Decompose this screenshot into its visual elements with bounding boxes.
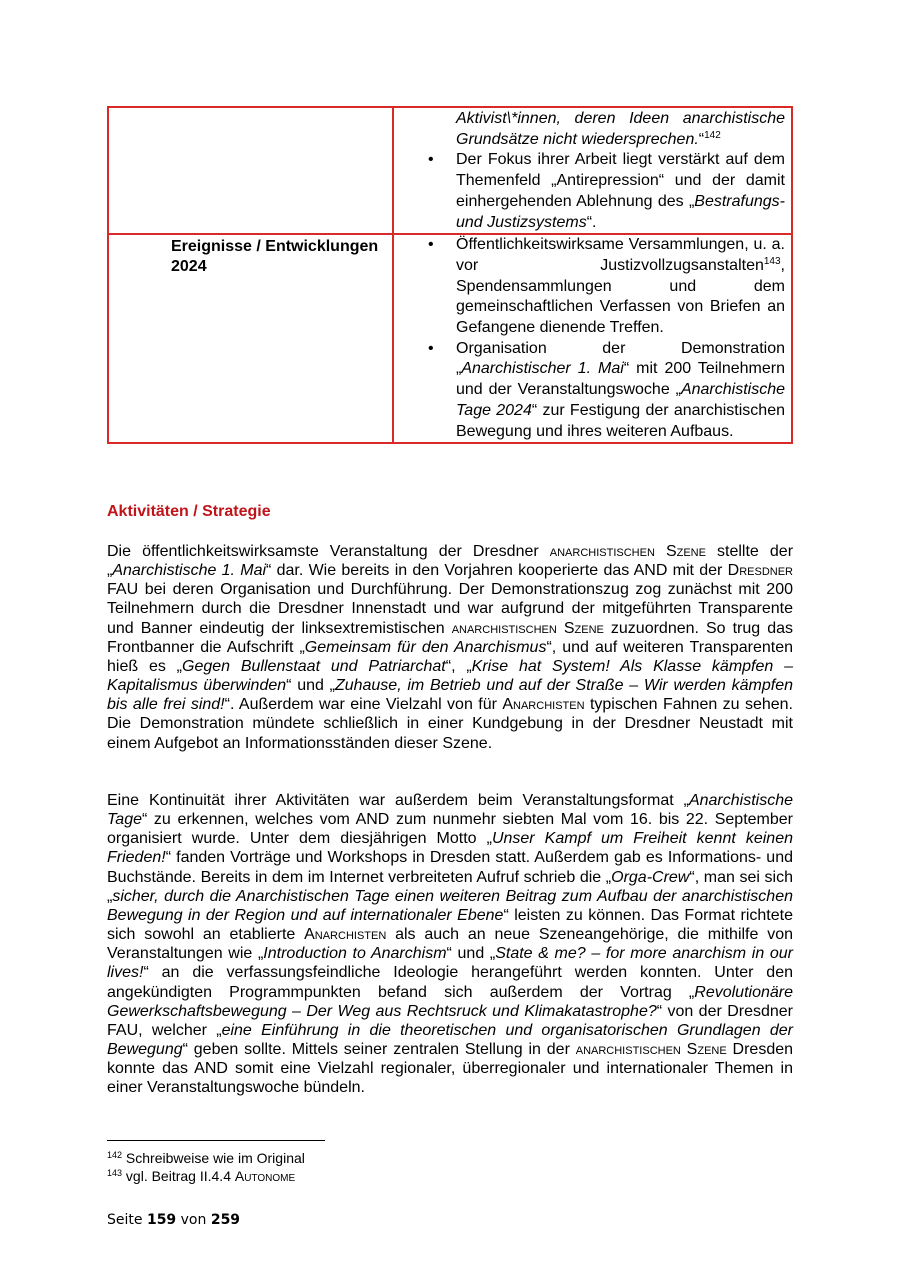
table-label-cell <box>108 234 393 443</box>
footnote-ref: 143 <box>763 255 781 267</box>
table-content-cell <box>393 107 792 234</box>
footnotes <box>107 1149 305 1185</box>
bullet-list <box>394 108 791 233</box>
total-pages: 259 <box>210 1212 241 1228</box>
footnote: $^{143}$ vgl. Beitrag II.4.4 Autonome <box>107 1168 296 1184</box>
page-footer: Seite 159 von 259 <box>107 1212 241 1228</box>
footnote-divider <box>107 1140 325 1141</box>
list-item: • Der Fokus ihrer Arbeit liegt verstärkt auf dem Themenfeld „Antirepression“ und der damit einhergehenden Ablehnung des „Bestrafungs- und Justizsystems“. <box>456 150 785 233</box>
page-content <box>107 106 794 1097</box>
profile-table <box>107 106 793 444</box>
table-content-cell <box>393 234 792 443</box>
table-label-cell <box>108 107 393 234</box>
list-item: • Organisation der Demonstration „Anarchistischer 1. Mai“ mit 200 Teilnehmern und der Veranstaltungswoche „Anarchistische Tage 2024“ zur Festigung der anarchistischen Bewegung und ihres weiteren Aufbaus. <box>456 339 785 443</box>
table-row <box>108 234 792 443</box>
body-paragraph: Die öffentlichkeitswirksamste Veranstaltung der Dresdner anarchistischen Szene stellte der „Anarchistische 1. Mai“ dar. Wie bereits in den Vorjahren kooperierte das AND mit der Dresdner FAU bei deren Organisation und Durchführung. Der Demonstrationszug zog zunächst mit 200 Teilnehmern durch die Dresdner Innenstadt und war aufgrund der mitgeführten Transparente und Banner eindeutig der linksextremistischen anarchistischen Szene zuzuordnen. So trug das Frontbanner die Aufschrift „Gemeinsam für den Anarchismus“, und auf weiteren Transparenten hieß es „Gegen Bullenstaat und Patriarchat“, „Krise hat System! Als Klasse kämpfen – Kapitalismus überwinden“ und „Zuhause, im Betrieb und auf der Straße – Wir werden kämpfen bis alle frei sind!“. Außerdem war eine Vielzahl von für Anarchisten typischen Fahnen zu sehen. Die Demonstration mündete schließlich in einer Kundgebung in der Dresdner Neustadt mit einem Aufgebot an Informationsständen dieser Szene. <box>107 543 794 752</box>
current-page-number: 159 <box>146 1212 177 1228</box>
table-row <box>108 107 792 234</box>
section-heading: Aktivitäten / Strategie <box>107 503 271 520</box>
list-item: • Öffentlichkeitswirksame Versammlungen, u. a. vor Justizvollzugsanstalten$^{143}$, Spendensammlungen und dem gemeinschaftlichen Verfassen von Briefen an Gefangene dienende Treffen. <box>456 235 785 339</box>
bullet-list <box>394 235 791 442</box>
footnote-ref: 142 <box>704 129 721 141</box>
list-item-continuation: Aktivist\*innen, deren Ideen anarchistische Grundsätze nicht wiedersprechen.“$^{142}$ <box>456 110 785 148</box>
body-paragraph: Eine Kontinuität ihrer Aktivitäten war außerdem beim Veranstaltungsformat „Anarchistische Tage“ zu erkennen, welches vom AND zum nunmehr siebten Mal vom 16. bis 22. September organisiert wurde. Unter dem diesjährigen Motto „Unser Kampf um Freiheit kennt keinen Frieden!“ fanden Vorträge und Workshops in Dresden statt. Außerdem gab es Informations- und Buchstände. Bereits in dem im Internet verbreiteten Aufruf schrieb die „Orga-Crew“, man sei sich „sicher, durch die Anarchistischen Tage einen weiteren Beitrag zum Aufbau der anarchistischen Bewegung in der Region und auf internationaler Ebene“ leisten zu können. Das Format richtete sich sowohl an etablierte Anarchisten als auch an neue Szeneangehörige, die mithilfe von Veranstaltungen wie „Introduction to Anarchism“ und „State & me? – for more anarchism in our lives!“ an die verfassungsfeindliche Ideologie herangeführt werden konnten. Unter den angekündigten Programmpunkten befand sich außerdem der Vortrag „Revolutionäre Gewerkschaftsbewegung – Der Weg aus Rechtsruck und Klimakatastrophe?“ von der Dresdner FAU, welcher „eine Einführung in die theoretischen und organisatorischen Grundlagen der Bewegung“ geben sollte. Mittels seiner zentralen Stellung in der anarchistischen Szene Dresden konnte das AND somit eine Vielzahl regionaler, überregionaler und internationaler Themen in einer Veranstaltungswoche bündeln. <box>107 792 794 1097</box>
footnote: $^{142}$ Schreibweise wie im Original <box>107 1150 305 1166</box>
row-label: Ereignisse / Entwicklungen 2024 <box>171 238 379 275</box>
